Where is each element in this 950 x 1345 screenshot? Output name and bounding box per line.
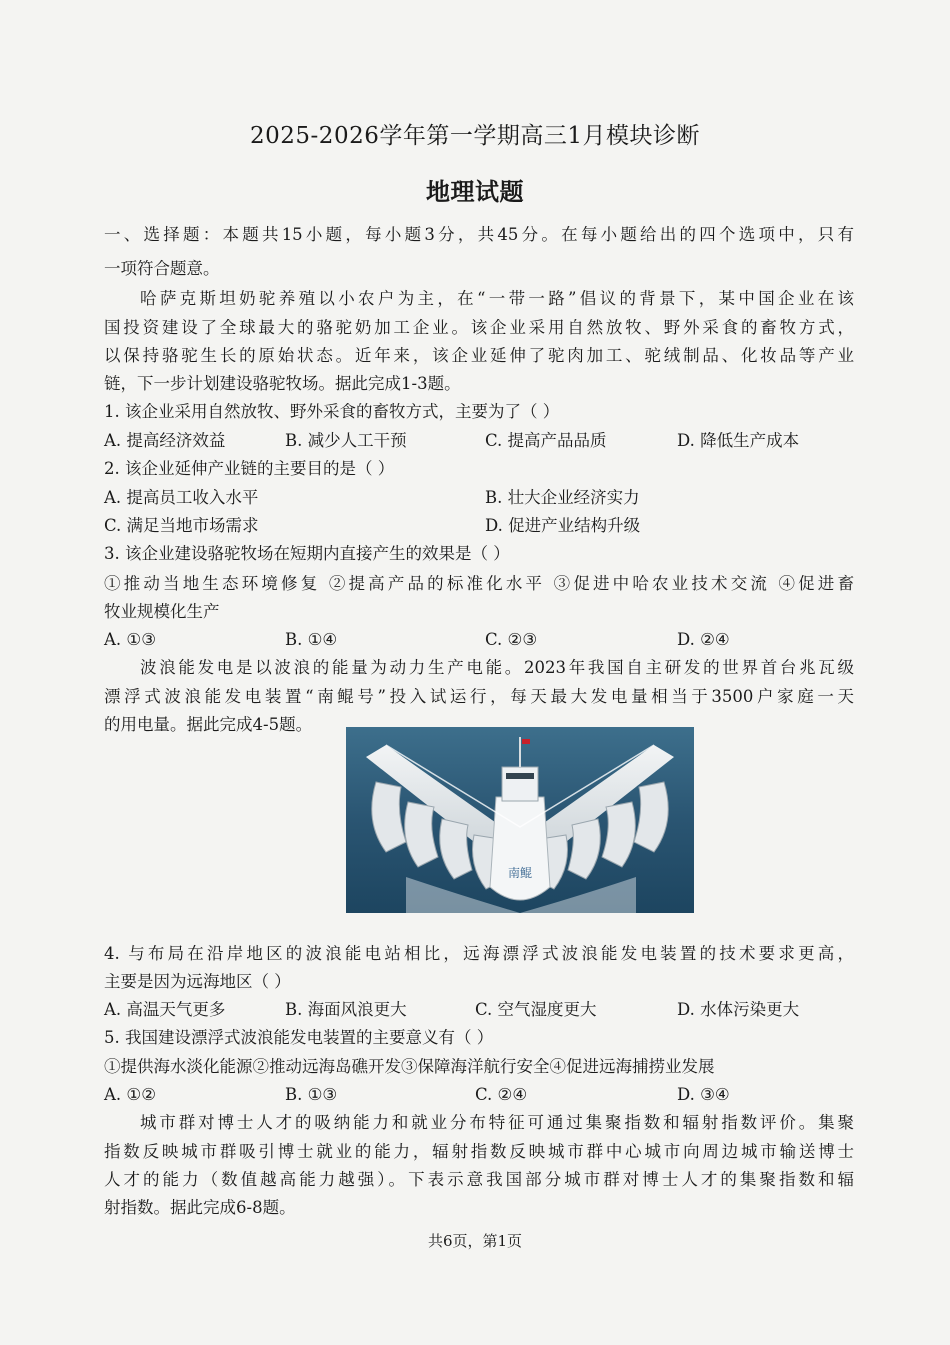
wave-energy-device-photo (346, 727, 694, 913)
option-c: C. ②④ (475, 1085, 528, 1104)
passage-line: 人才的能力（数值越高能力越强）。下表示意我国部分城市群对博士人才的集聚指数和辐 (104, 1170, 854, 1189)
passage-line: 以保持骆驼生长的原始状态。近年来，该企业延伸了驼肉加工、驼绒制品、化妆品等产业 (104, 346, 854, 365)
option-d: D. 促进产业结构升级 (485, 516, 641, 535)
question-stem: 3. 该企业建设骆驼牧场在短期内直接产生的效果是（ ） (104, 544, 510, 563)
option-d: D. ②④ (677, 630, 730, 649)
passage-line: 漂浮式波浪能发电装置“南鲲号”投入试运行，每天最大发电量相当于3500户家庭一天 (104, 687, 854, 706)
option-c: C. 满足当地市场需求 (104, 516, 259, 535)
option-a: A. 提高员工收入水平 (104, 488, 259, 507)
exam-title: 2025-2026学年第一学期高三1月模块诊断 (250, 123, 700, 149)
option-b: B. 减少人工干预 (285, 431, 407, 450)
page-number: 共6页，第1页 (427, 1232, 523, 1250)
option-d: D. ③④ (677, 1085, 730, 1104)
option-c: C. 空气湿度更大 (475, 1000, 597, 1019)
passage-line: 波浪能发电是以波浪的能量为动力生产电能。2023年我国自主研发的世界首台兆瓦级 (140, 658, 854, 677)
passage-line: 的用电量。据此完成4-5题。 (104, 715, 313, 734)
section-instruction-cont: 一项符合题意。 (104, 259, 220, 278)
question-items: ①推动当地生态环境修复 ②提高产品的标准化水平 ③促进中哈农业技术交流 ④促进畜 (104, 574, 854, 593)
section-instruction: 一、选择题：本题共15小题，每小题3分，共45分。在每小题给出的四个选项中，只有 (104, 225, 854, 244)
option-b: B. ①③ (285, 1085, 338, 1104)
passage-line: 哈萨克斯坦奶驼养殖以小农户为主，在“一带一路”倡议的背景下，某中国企业在该 (140, 289, 854, 308)
question-stem: 2. 该企业延伸产业链的主要目的是（ ） (104, 459, 395, 478)
option-a: A. ①③ (104, 630, 156, 649)
question-stem-cont: 主要是因为远海地区（ ） (104, 972, 291, 991)
passage-line: 指数反映城市群吸引博士就业的能力，辐射指数反映城市群中心城市向周边城市输送博士 (104, 1142, 854, 1161)
ship-name-label: 南鲲 (507, 866, 533, 880)
option-d: D. 水体污染更大 (677, 1000, 800, 1019)
question-stem: 5. 我国建设漂浮式波浪能发电装置的主要意义有（ ） (104, 1028, 494, 1047)
option-a: A. ①② (104, 1085, 156, 1104)
option-d: D. 降低生产成本 (677, 431, 800, 450)
question-stem: 1. 该企业采用自然放牧、野外采食的畜牧方式，主要为了（ ） (104, 402, 560, 421)
option-c: C. 提高产品品质 (485, 431, 607, 450)
question-stem: 4. 与布局在沿岸地区的波浪能电站相比，远海漂浮式波浪能发电装置的技术要求更高， (104, 944, 854, 963)
passage-line: 国投资建设了全球最大的骆驼奶加工企业。该企业采用自然放牧、野外采食的畜牧方式， (104, 318, 854, 337)
question-items: ①提供海水淡化能源②推动远海岛礁开发③保障海洋航行安全④促进远海捕捞业发展 (104, 1057, 715, 1076)
passage-line: 链，下一步计划建设骆驼牧场。据此完成1-3题。 (104, 374, 461, 393)
option-b: B. 海面风浪更大 (285, 1000, 407, 1019)
option-c: C. ②③ (485, 630, 538, 649)
option-a: A. 高温天气更多 (104, 1000, 226, 1019)
option-b: B. ①④ (285, 630, 338, 649)
passage-line: 射指数。据此完成6-8题。 (104, 1198, 296, 1217)
question-items-cont: 牧业规模化生产 (104, 602, 220, 621)
option-b: B. 壮大企业经济实力 (485, 488, 640, 507)
subject-title: 地理试题 (426, 177, 524, 206)
option-a: A. 提高经济效益 (104, 431, 226, 450)
passage-line: 城市群对博士人才的吸纳能力和就业分布特征可通过集聚指数和辐射指数评价。集聚 (140, 1113, 854, 1132)
